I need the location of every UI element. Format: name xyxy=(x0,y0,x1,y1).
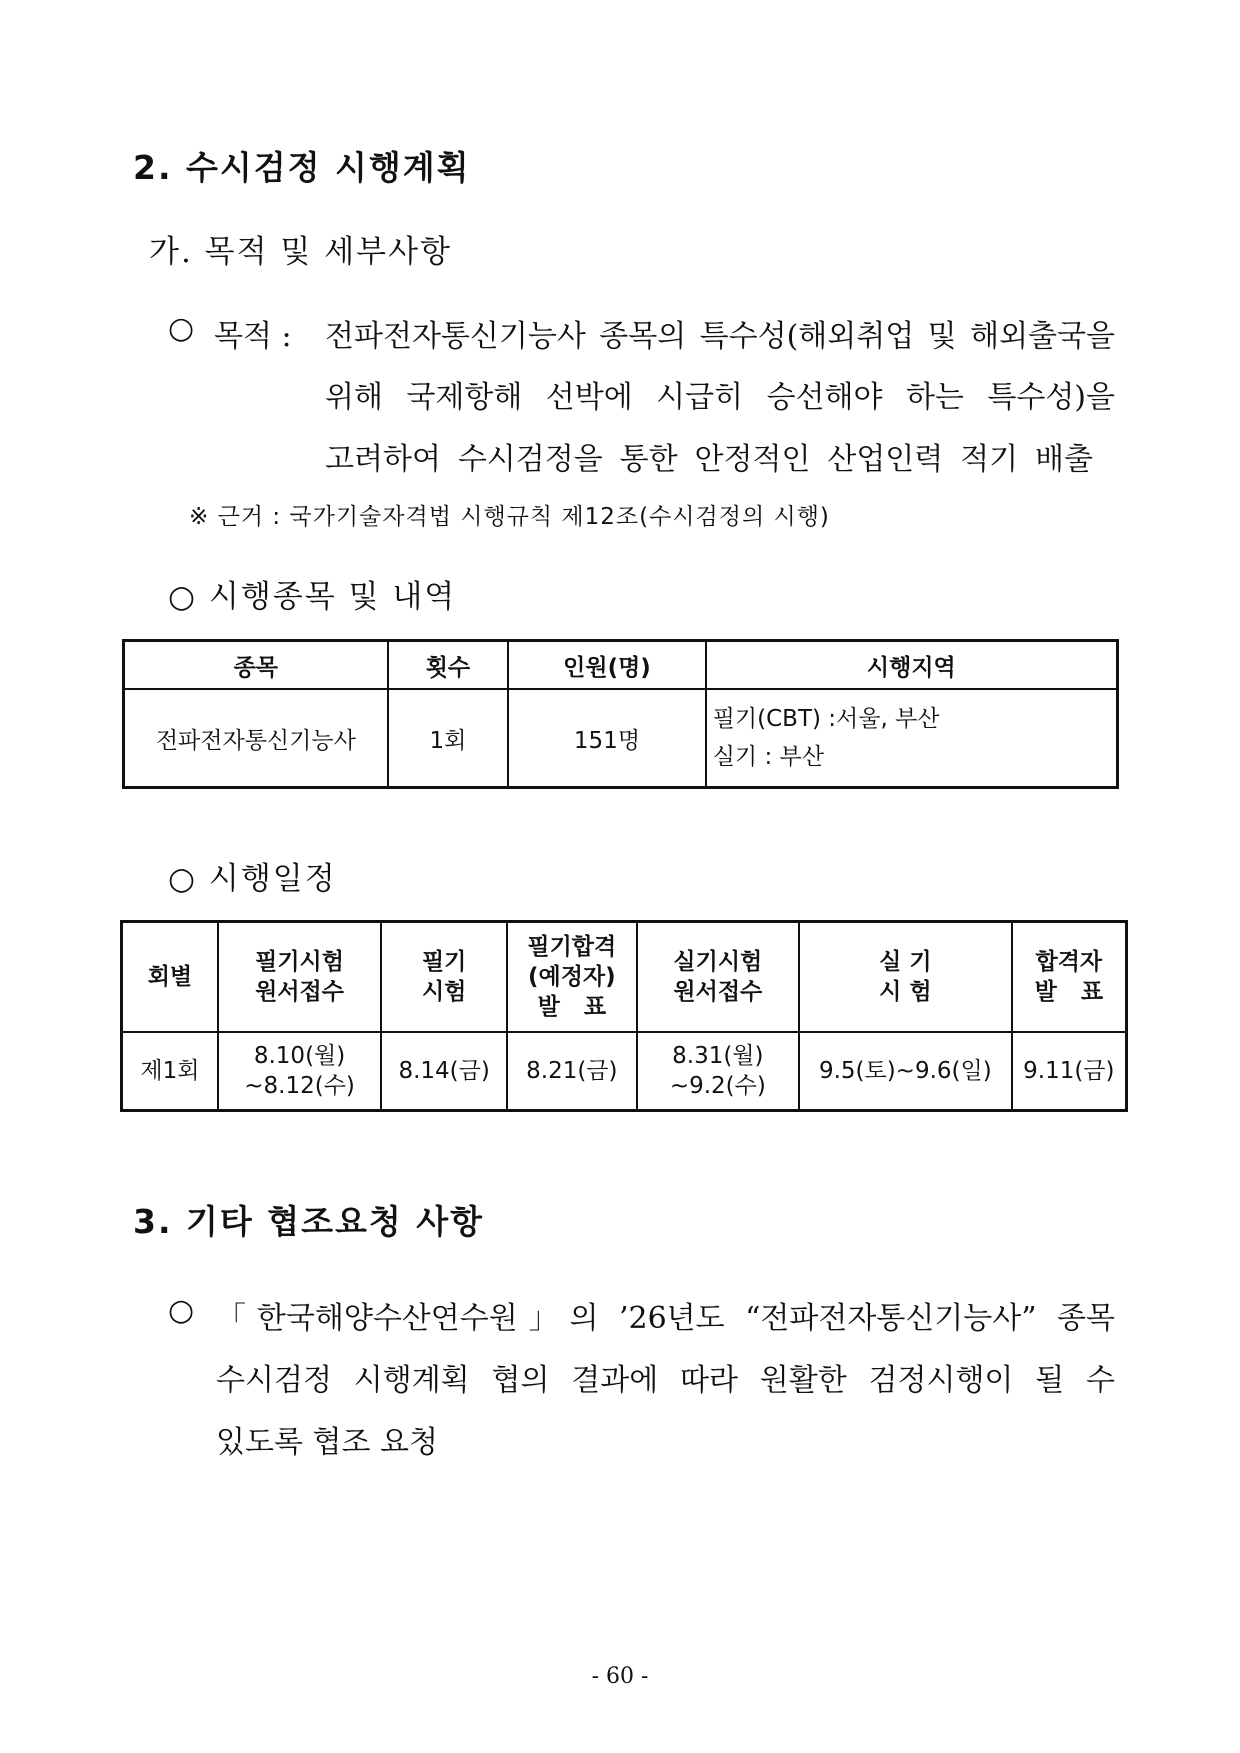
cell-written-exam xyxy=(381,1032,507,1111)
header-round xyxy=(122,922,218,1033)
header-practical-application-line-1: 실기시험 xyxy=(673,949,763,975)
cooperation-bullet: ○ xyxy=(168,1293,195,1328)
cell-written-application-start: 8.10(월) xyxy=(253,1043,346,1069)
header-practical-application-line-2: 원서접수 xyxy=(673,979,763,1005)
cell-practical-exam xyxy=(799,1032,1012,1111)
cell-written-pass xyxy=(507,1032,637,1111)
table-row xyxy=(124,689,1118,788)
purpose-label: 목적 : xyxy=(214,319,292,354)
cell-written-application xyxy=(218,1032,382,1111)
section-3-heading: 3. 기타 협조요청 사항 xyxy=(133,1202,484,1241)
cooperation-line-2: 수시검정 시행계획 협의 결과에 따라 원활한 검정시행이 될 수 xyxy=(216,1363,1115,1398)
schedule-header-row xyxy=(122,922,1127,1033)
header-count: 횟수 xyxy=(388,641,509,690)
section-2-heading: 2. 수시검정 시행계획 xyxy=(133,148,471,187)
region-practical: 실기 : 부산 xyxy=(712,744,824,770)
header-practical-exam-line-1: 실 기 xyxy=(879,949,932,975)
cell-round xyxy=(122,1032,218,1111)
purpose-line-1: 전파전자통신기능사 종목의 특수성(해외취업 및 해외출국을 xyxy=(325,319,1115,354)
cell-written-exam-value: 8.14(금) xyxy=(398,1058,490,1084)
schedule-heading: ○ 시행일정 xyxy=(168,861,337,897)
header-written-pass-announcement xyxy=(507,922,637,1033)
purpose-bullet: ○ xyxy=(168,311,195,346)
subsection-a-heading: 가. 목적 및 세부사항 xyxy=(149,234,452,270)
header-written-application xyxy=(218,922,382,1033)
header-written-exam xyxy=(381,922,507,1033)
header-final-announcement xyxy=(1012,922,1127,1033)
header-practical-exam-line-2: 시 험 xyxy=(879,979,932,1005)
table-row xyxy=(122,1032,1127,1111)
cell-written-application-end: ~8.12(수) xyxy=(244,1073,355,1099)
header-round-line-1: 회별 xyxy=(147,964,193,990)
header-final-announcement-line-2: 발 표 xyxy=(1034,979,1104,1005)
items-heading: ○ 시행종목 및 내역 xyxy=(168,579,457,615)
cooperation-line-3: 있도록 협조 요청 xyxy=(216,1425,438,1460)
items-table xyxy=(122,639,1119,789)
cell-people: 151명 xyxy=(508,689,705,788)
header-written-application-line-1: 필기시험 xyxy=(255,949,344,975)
header-written-application-line-2: 원서접수 xyxy=(255,979,344,1005)
cell-practical-exam-value: 9.5(토)~9.6(일) xyxy=(818,1058,992,1084)
header-written-pass-line-2: (예정자) xyxy=(527,964,616,990)
header-written-exam-line-1: 필기 xyxy=(421,949,467,975)
cell-item: 전파전자통신기능사 xyxy=(124,689,388,788)
cell-final-announcement xyxy=(1012,1032,1127,1111)
legal-basis-note: ※ 근거 : 국가기술자격법 시행규칙 제12조(수시검정의 시행) xyxy=(189,504,830,530)
cell-written-pass-value: 8.21(금) xyxy=(526,1058,618,1084)
cell-round-value: 제1회 xyxy=(140,1058,200,1084)
schedule-table xyxy=(120,920,1128,1112)
items-table-header-row xyxy=(124,641,1118,690)
header-written-pass-line-3: 발 표 xyxy=(537,994,607,1020)
header-region: 시행지역 xyxy=(706,641,1118,690)
header-final-announcement-line-1: 합격자 xyxy=(1035,949,1103,975)
purpose-line-2: 위해 국제항해 선박에 시급히 승선해야 하는 특수성)을 xyxy=(325,380,1115,415)
cell-practical-application xyxy=(637,1032,799,1111)
cell-final-announcement-value: 9.11(금) xyxy=(1023,1058,1115,1084)
header-written-exam-line-2: 시험 xyxy=(421,979,467,1005)
header-people: 인원(명) xyxy=(508,641,705,690)
cell-practical-application-end: ~9.2(수) xyxy=(669,1073,766,1099)
cell-practical-application-start: 8.31(월) xyxy=(672,1043,764,1069)
header-practical-exam xyxy=(799,922,1012,1033)
header-written-pass-line-1: 필기합격 xyxy=(527,934,617,960)
cell-region xyxy=(706,689,1118,788)
page-number: - 60 - xyxy=(591,1664,649,1689)
cell-count: 1회 xyxy=(388,689,509,788)
cooperation-line-1: 「한국해양수산연수원」의 ’26년도 “전파전자통신기능사” 종목 xyxy=(216,1301,1115,1336)
purpose-line-3: 고려하여 수시검정을 통한 안정적인 산업인력 적기 배출 xyxy=(325,442,1093,477)
region-written: 필기(CBT) :서울, 부산 xyxy=(712,706,940,732)
header-item: 종목 xyxy=(124,641,388,690)
header-practical-application xyxy=(637,922,799,1033)
